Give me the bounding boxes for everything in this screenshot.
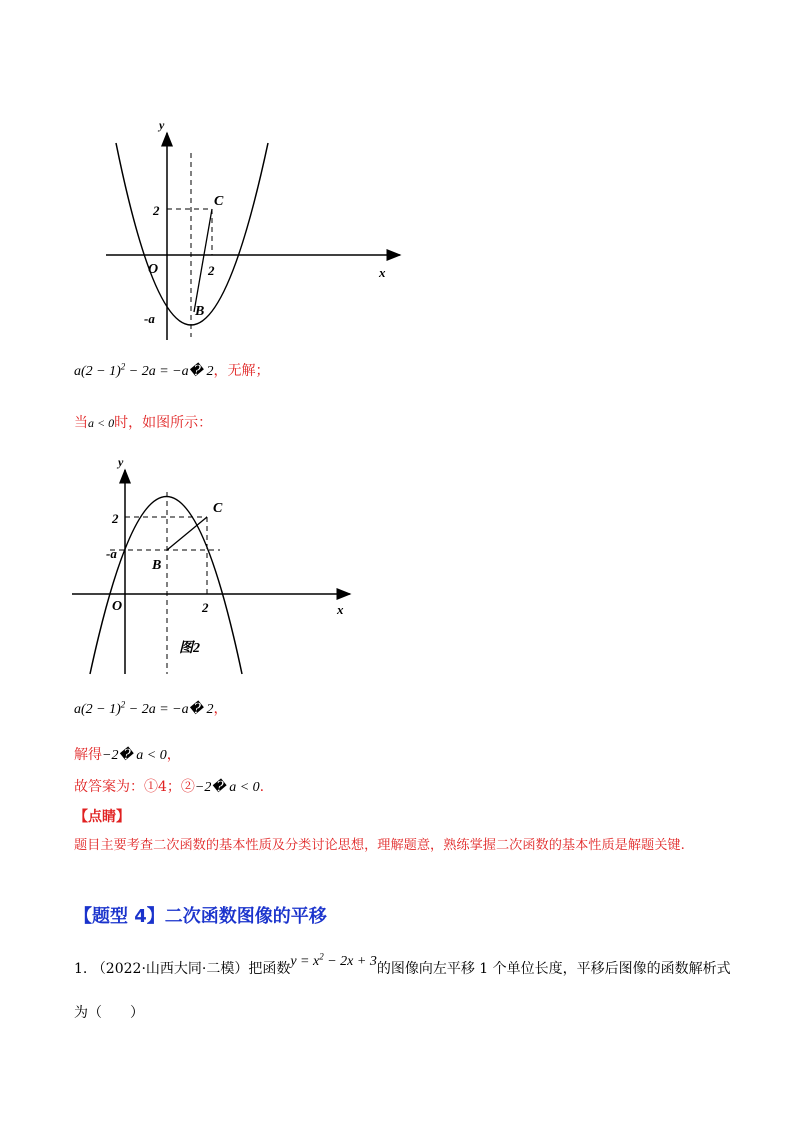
label-origin: O — [148, 262, 159, 277]
equation-1-rhs: − 2a = −a� 2 — [125, 364, 214, 379]
equation-1-lhs: a(2 − 1) — [74, 364, 121, 379]
tick-label-neg-a: -a — [144, 311, 155, 326]
answer-suffix: . — [259, 779, 265, 795]
label-y-axis: y — [159, 118, 165, 132]
label-point-c: C — [214, 194, 224, 209]
case-prefix: 当 — [74, 415, 88, 431]
tick-label-y2: 2 — [112, 511, 119, 526]
parabola-up — [116, 143, 268, 325]
label-y-axis: y — [118, 455, 124, 469]
label-point-b: B — [195, 304, 205, 319]
section-title: 【题型 4】二次函数图像的平移 — [74, 906, 327, 927]
solve-expression: −2� a < 0 — [102, 748, 167, 763]
figure-1-graph — [100, 115, 410, 345]
equation-2 — [74, 698, 227, 718]
question-formula — [290, 951, 377, 969]
figure-2-caption: 图2 — [179, 641, 200, 656]
solve-line — [74, 744, 181, 764]
tick-label-neg-a: -a — [106, 546, 117, 561]
label-point-c: C — [213, 501, 223, 516]
equation-1 — [74, 360, 269, 380]
figure-2-graph — [70, 452, 360, 677]
equation-2-lhs: a(2 − 1) — [74, 702, 121, 717]
tick-label-x2: 2 — [208, 263, 215, 278]
case-line — [74, 412, 212, 432]
equation-1-exponent: 2 — [120, 361, 126, 372]
case-suffix: 时，如图所示： — [114, 415, 213, 431]
tick-label-y2: 2 — [153, 203, 160, 218]
formula-exponent: 2 — [319, 951, 324, 962]
equation-2-rhs: − 2a = −a� 2 — [125, 702, 214, 717]
segment-bc — [194, 209, 212, 312]
equation-2-note: ， — [213, 701, 228, 717]
solve-prefix: 解得 — [74, 747, 102, 763]
solve-suffix: ， — [166, 747, 181, 763]
case-condition: a < 0 — [88, 416, 115, 430]
answer-line — [74, 776, 264, 796]
answer-prefix: 故答案为：①4；② — [74, 779, 195, 795]
formula-post: − 2x + 3 — [323, 954, 377, 969]
question-line-1 — [74, 951, 731, 978]
answer-expression: −2� a < 0 — [194, 780, 260, 795]
formula-pre: y = x — [290, 954, 320, 969]
question-text-after: 的图像向左平移 1 个单位长度，平移后图像的函数解析式 — [376, 961, 731, 977]
comment-heading: 【点睛】 — [74, 809, 130, 825]
tick-label-x2: 2 — [202, 600, 209, 615]
label-origin: O — [112, 599, 123, 614]
question-source: （2022·山西大同·二模）把函数 — [91, 961, 291, 977]
label-x-axis: x — [337, 602, 344, 617]
label-x-axis: x — [379, 265, 386, 280]
equation-2-exponent: 2 — [120, 699, 126, 710]
equation-1-note: ，无解； — [213, 363, 270, 379]
label-point-b: B — [152, 558, 162, 573]
question-number: 1. — [74, 961, 88, 977]
comment-text: 题目主要考查二次函数的基本性质及分类讨论思想，理解题意，熟练掌握二次函数的基本性质是解题关键. — [74, 838, 685, 853]
question-line-2: 为（ ） — [74, 1005, 144, 1021]
